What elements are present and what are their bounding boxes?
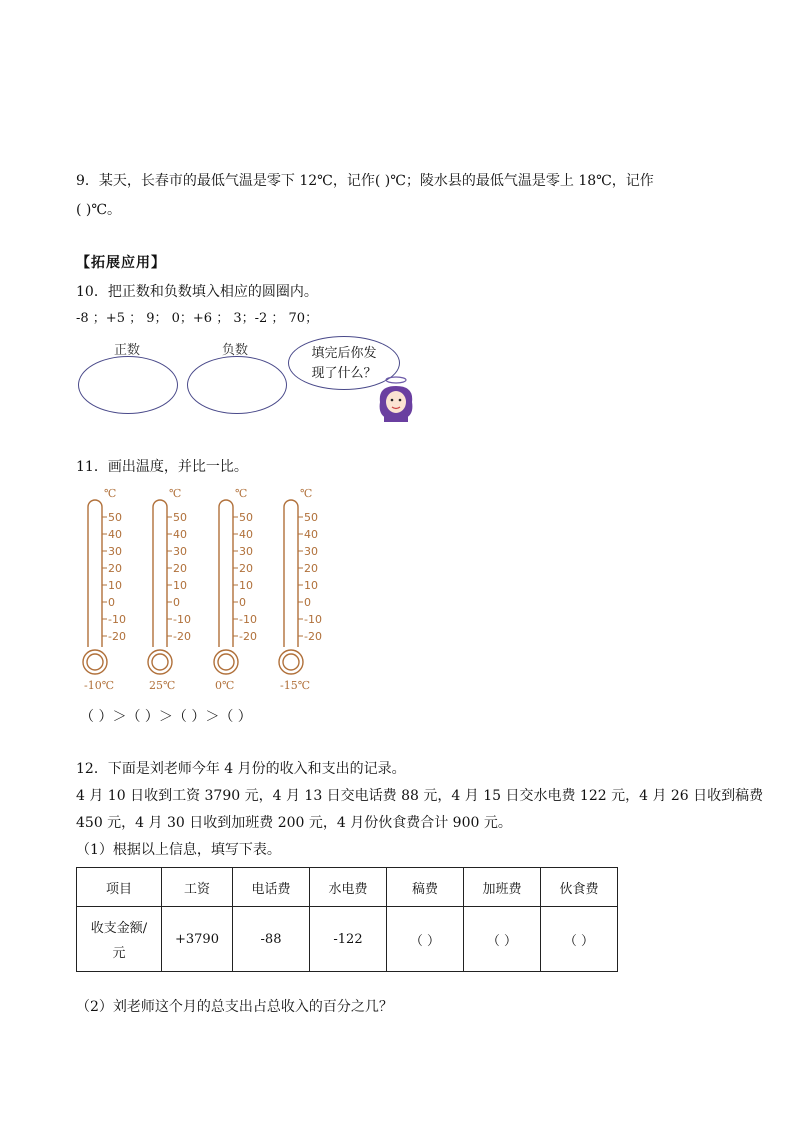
table-cell-blank[interactable]: （ ） <box>541 907 618 972</box>
scale-label: 0 <box>108 596 115 609</box>
girl-cartoon-icon <box>370 372 422 422</box>
bubble-line2: 现了什么？ <box>311 366 377 381</box>
thermometer[interactable] <box>82 487 152 697</box>
table-header: 水电费 <box>310 868 387 907</box>
thermometer-body-icon <box>82 487 152 687</box>
bubble-line1: 填完后你发 <box>311 346 377 361</box>
negative-circle[interactable] <box>187 356 287 414</box>
table-cell: +3790 <box>162 907 233 972</box>
table-cell-blank[interactable]: （ ） <box>464 907 541 972</box>
table-header: 电话费 <box>233 868 310 907</box>
table-cell: -122 <box>310 907 387 972</box>
thermometer[interactable] <box>213 487 283 697</box>
thermometer-body-icon <box>213 487 283 687</box>
scale-label: -10 <box>304 613 322 626</box>
scale-label: -20 <box>108 630 126 643</box>
q12-sub2: （2）刘老师这个月的总支出占总收入的百分之几？ <box>76 999 393 1015</box>
scale-label: 30 <box>173 545 187 558</box>
scale-label: 40 <box>108 528 122 541</box>
thermometer-caption: 25℃ <box>149 679 176 692</box>
scale-label: 50 <box>173 511 187 524</box>
table-header-row <box>77 868 618 907</box>
row-label-cell <box>77 907 162 972</box>
scale-label: 30 <box>304 545 318 558</box>
compare-line[interactable]: （ ）＞（ ）＞（ ）＞（ ） <box>80 709 252 725</box>
scale-label: 50 <box>108 511 122 524</box>
table-cell-blank[interactable]: （ ） <box>387 907 464 972</box>
thermometer-unit: ℃ <box>300 487 313 500</box>
thermometer-body-icon <box>147 487 217 687</box>
scale-label: 30 <box>108 545 122 558</box>
section-title: 【拓展应用】 <box>76 255 166 271</box>
scale-label: -10 <box>173 613 191 626</box>
scale-label: 20 <box>304 562 318 575</box>
row-label-line1: 收支金额/ <box>90 921 148 936</box>
scale-label: 10 <box>304 579 318 592</box>
scale-label: 40 <box>304 528 318 541</box>
scale-label: 40 <box>173 528 187 541</box>
scale-label: -10 <box>108 613 126 626</box>
q12-prompt: 12．下面是刘老师今年 4 月份的收入和支出的记录。 <box>76 761 406 777</box>
thermometer-caption: -15℃ <box>280 679 311 692</box>
scale-label: 20 <box>173 562 187 575</box>
table-header: 加班费 <box>464 868 541 907</box>
scale-label: 0 <box>304 596 311 609</box>
row-label-line2: 元 <box>112 946 126 961</box>
scale-label: 10 <box>239 579 253 592</box>
record-table <box>76 867 618 972</box>
scale-label: 0 <box>239 596 246 609</box>
table-row <box>77 907 618 972</box>
thermometer-unit: ℃ <box>104 487 117 500</box>
scale-label: 50 <box>304 511 318 524</box>
q10-prompt: 10．把正数和负数填入相应的圆圈内。 <box>76 284 318 300</box>
scale-label: 30 <box>239 545 253 558</box>
thermometer-unit: ℃ <box>169 487 182 500</box>
scale-label: -20 <box>173 630 191 643</box>
scale-label: 10 <box>173 579 187 592</box>
positive-circle[interactable] <box>78 356 178 414</box>
thermometer[interactable] <box>147 487 217 697</box>
scale-label: 20 <box>239 562 253 575</box>
table-header: 稿费 <box>387 868 464 907</box>
negative-label: 负数 <box>222 343 249 358</box>
q9-line1: 9．某天，长春市的最低气温是零下 12℃，记作( )℃；陵水县的最低气温是零上 18℃，记作 <box>76 173 654 189</box>
thermometer[interactable] <box>278 487 348 697</box>
thermometer-unit: ℃ <box>235 487 248 500</box>
table-header: 伙食费 <box>541 868 618 907</box>
thermometer-caption: 0℃ <box>215 679 235 692</box>
q12-text-line2: 450 元，4 月 30 日收到加班费 200 元，4 月份伙食费合计 900 元。 <box>76 815 512 831</box>
q9-line2: ( )℃。 <box>76 202 122 218</box>
scale-label: -20 <box>239 630 257 643</box>
table-header: 项目 <box>77 868 162 907</box>
q12-sub1: （1）根据以上信息，填写下表。 <box>76 842 281 858</box>
scale-label: 50 <box>239 511 253 524</box>
q12-text-line1: 4 月 10 日收到工资 3790 元，4 月 13 日交电话费 88 元，4 月 15 日交水电费 122 元，4 月 26 日收到稿费 <box>76 788 764 804</box>
scale-label: 10 <box>108 579 122 592</box>
thermometer-caption: -10℃ <box>84 679 115 692</box>
scale-label: 40 <box>239 528 253 541</box>
scale-label: -10 <box>239 613 257 626</box>
q11-prompt: 11．画出温度，并比一比。 <box>76 459 248 475</box>
scale-label: 0 <box>173 596 180 609</box>
table-cell: -88 <box>233 907 310 972</box>
table-header: 工资 <box>162 868 233 907</box>
scale-label: 20 <box>108 562 122 575</box>
q10-numbers: -8 ；+5 ； 9； 0；+6 ； 3；-2 ； 70； <box>76 311 319 326</box>
positive-label: 正数 <box>114 343 141 358</box>
thermometer-body-icon <box>278 487 348 687</box>
scale-label: -20 <box>304 630 322 643</box>
